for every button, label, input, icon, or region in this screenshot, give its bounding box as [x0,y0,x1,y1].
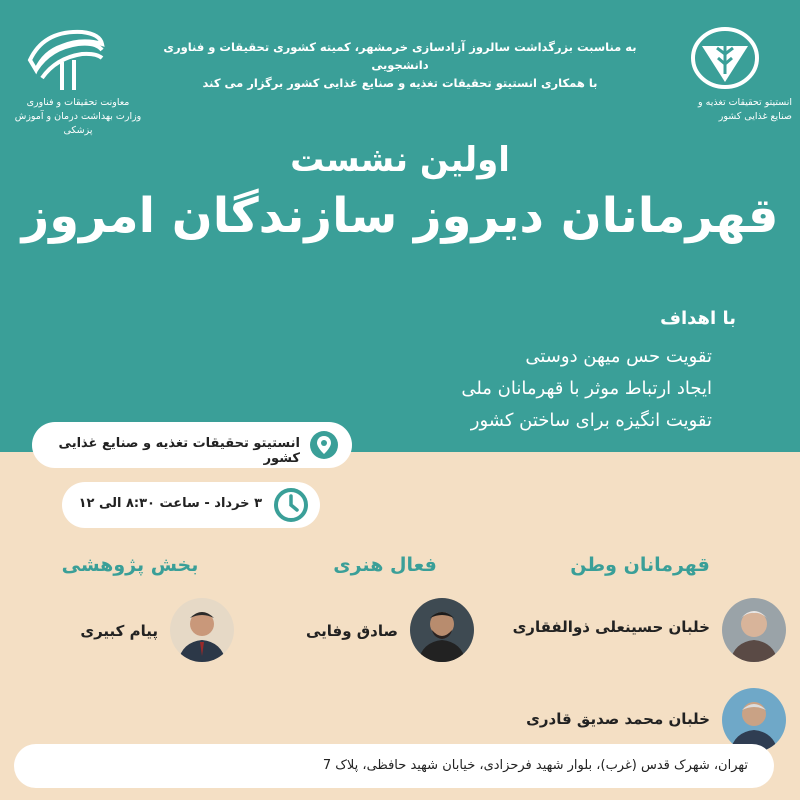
avatar [410,598,474,662]
ministry-logo-icon [22,22,106,92]
section-artist: فعال هنری [333,554,437,576]
section-heroes: قهرمانان وطن [570,554,710,576]
time-label: ۳ خرداد - ساعت ۸:۳۰ الی ۱۲ [78,496,262,511]
address-label: تهران، شهرک قدس (غرب)، بلوار شهید فرحزادی، خیابان شهید حافظی، پلاک 7 [322,758,748,773]
intro-line2: با همکاری انستیتو تحقیقات تغذیه و صنایع غذایی کشور برگزار می کند [202,76,598,90]
researcher-name: پیام کبیری [80,622,158,640]
intro-line1: به مناسبت بزرگداشت سالروز آزادسازی خرمشهر، کمیته کشوری تحقیقات و فناوری دانشجویی [163,40,637,72]
section-research: بخش پژوهشی [61,554,199,576]
clock-icon [272,486,310,524]
institute-name-line2: صنایع غذایی کشور [718,111,792,122]
ministry-name-line3: پزشکی [63,125,93,136]
avatar [170,598,234,662]
location-label: انستیتو تحقیقات تغذیه و صنایع غذایی کشور [58,436,300,466]
ministry-name [8,96,148,138]
avatar [722,688,786,752]
avatar [722,598,786,662]
ministry-name-line2: وزارت بهداشت درمان و آموزش [14,111,142,122]
event-title: قهرمانان دیروز سازندگان امروز [21,188,779,244]
location-pin-icon [310,431,338,459]
hero1-name: خلبان حسینعلی ذوالفقاری [512,618,710,636]
time-pill [62,482,320,528]
goal-item: تقویت حس میهن دوستی [525,346,712,367]
institute-logo-icon [690,26,760,92]
goal-item: ایجاد ارتباط موثر با قهرمانان ملی [461,378,712,399]
institute-name-line1: انستیتو تحقیقات تغذیه و [698,97,792,108]
goals-heading: با اهداف [660,308,736,329]
goal-item: تقویت انگیزه برای ساختن کشور [470,410,712,431]
institute-name [660,96,792,124]
event-subtitle: اولین نشست [290,140,510,180]
hero2-name: خلبان محمد صدیق قادری [526,710,710,728]
ministry-name-line1: معاونت تحقیقات و فناوری [26,97,130,108]
intro-text [150,38,650,92]
artist-name: صادق وفایی [305,622,398,640]
location-pill [32,422,352,468]
address-pill [14,744,774,788]
